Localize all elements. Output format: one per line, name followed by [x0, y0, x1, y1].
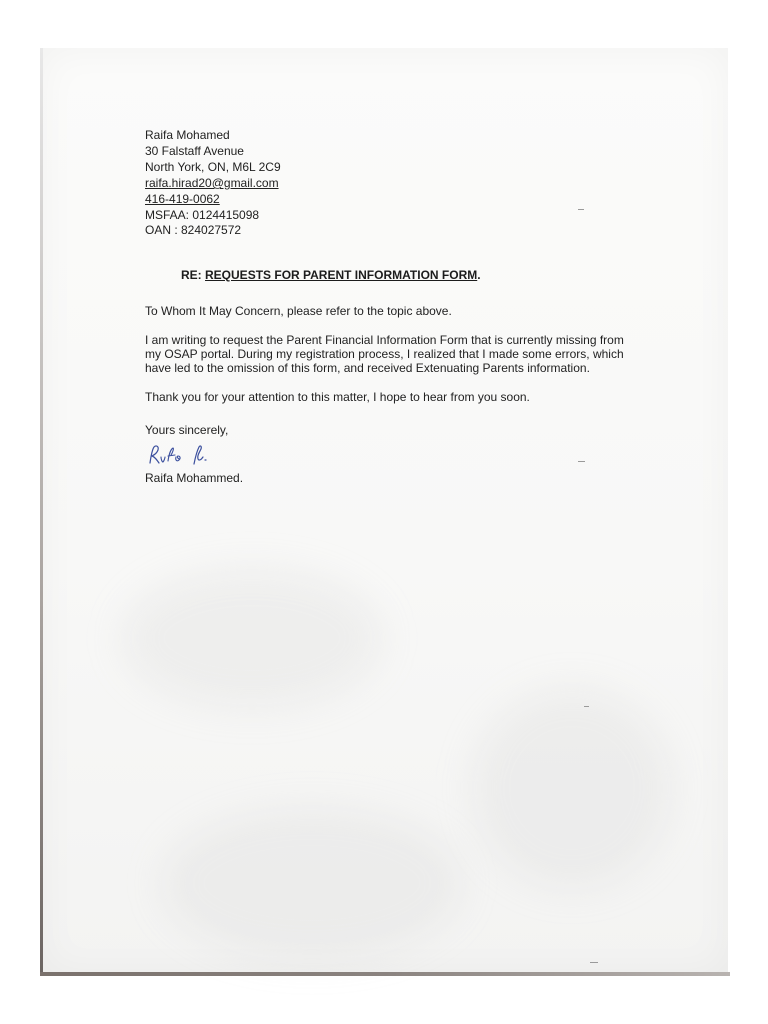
paper-speck [578, 209, 584, 210]
paper-speck [578, 461, 585, 462]
signer-name: Raifa Mohammed. [145, 471, 244, 485]
valediction: Yours sincerely, [145, 423, 229, 437]
sender-phone: 416-419-0062 [145, 192, 220, 206]
sender-email: raifa.hirad20@gmail.com [145, 176, 279, 190]
paper-smudge [162, 808, 462, 958]
sender-city: North York, ON, M6L 2C9 [145, 160, 281, 174]
sender-oan: OAN : 824027572 [145, 223, 242, 237]
paper-speck [590, 962, 598, 963]
greeting-line: To Whom It May Concern, please refer to the topic above. [145, 304, 452, 318]
paper-bottom-edge-shadow [40, 972, 730, 976]
body-paragraph-line-2: my OSAP portal. During my registration process, I realized that I made some errors, which [145, 347, 624, 361]
paper-speck [584, 706, 589, 707]
subject-prefix: RE: [181, 268, 202, 282]
thanks-line: Thank you for your attention to this matter, I hope to hear from you soon. [145, 390, 530, 404]
sender-street: 30 Falstaff Avenue [145, 144, 244, 158]
body-paragraph-line-1: I am writing to request the Parent Financial Information Form that is currently missing from [145, 333, 624, 347]
handwritten-signature [146, 442, 216, 468]
sender-msfaa: MSFAA: 0124415098 [145, 208, 260, 222]
subject-suffix: . [477, 268, 481, 282]
paper-smudge [122, 568, 382, 708]
body-paragraph-line-3: have led to the omission of this form, and received Extenuating Parents information. [145, 361, 590, 375]
subject-title: REQUESTS FOR PARENT INFORMATION FORM [205, 268, 478, 282]
sender-name: Raifa Mohamed [145, 128, 230, 142]
paper-left-edge-shadow [40, 48, 43, 976]
subject-heading [181, 268, 481, 282]
paper-smudge [472, 688, 672, 888]
